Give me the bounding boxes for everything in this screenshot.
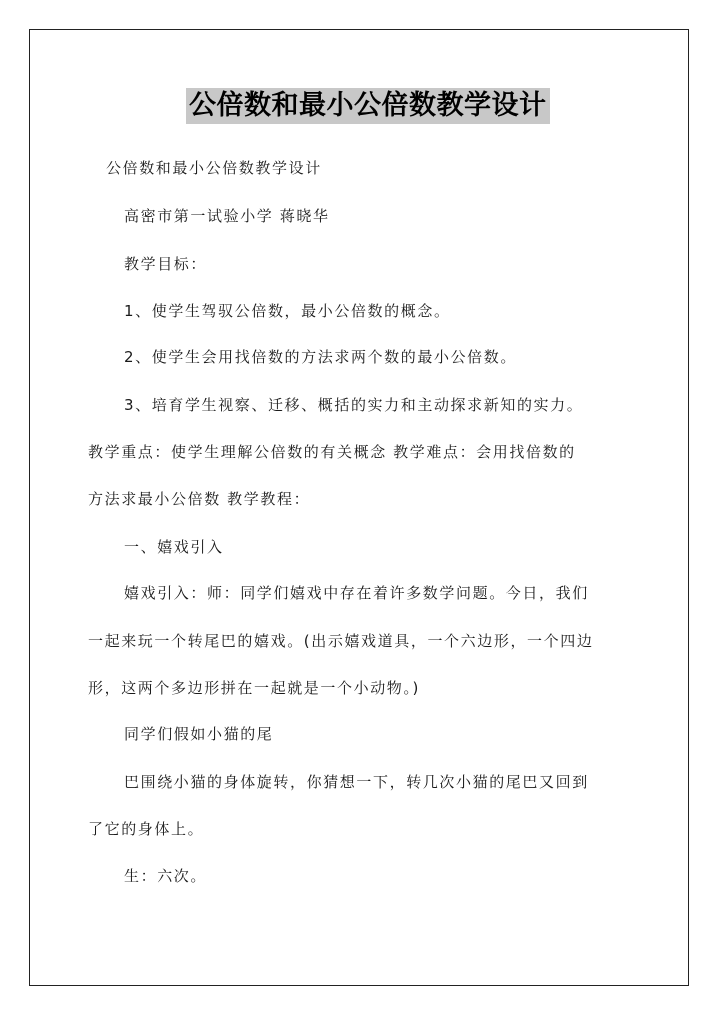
paragraph-line: 嬉戏引入：师：同学们嬉戏中存在着许多数学问题。今日，我们	[124, 584, 589, 602]
paragraph-line: 形，这两个多边形拼在一起就是一个小动物。)	[88, 679, 420, 697]
document-title: 公倍数和最小公倍数教学设计	[186, 88, 550, 124]
objective-3: 3、培育学生视察、迁移、概括的实力和主动探求新知的实力。	[124, 396, 584, 414]
objective-1: 1、使学生驾驭公倍数，最小公倍数的概念。	[124, 302, 451, 320]
paragraph-line: 一起来玩一个转尾巴的嬉戏。(出示嬉戏道具，一个六边形，一个四边	[88, 632, 594, 650]
objectives-heading: 教学目标：	[124, 255, 208, 273]
objective-2: 2、使学生会用找倍数的方法求两个数的最小公倍数。	[124, 348, 517, 366]
paragraph-line: 巴围绕小猫的身体旋转，你猜想一下，转几次小猫的尾巴又回到	[124, 773, 589, 791]
section-heading-game: 一、嬉戏引入	[124, 538, 224, 556]
subtitle-line: 公倍数和最小公倍数教学设计	[106, 159, 322, 177]
paragraph-line: 同学们假如小猫的尾	[124, 725, 274, 743]
author-line: 高密市第一试验小学 蒋晓华	[124, 207, 330, 225]
student-answer-line: 生：六次。	[124, 867, 208, 885]
paragraph-line: 了它的身体上。	[88, 820, 205, 838]
key-points-line-cont: 方法求最小公倍数 教学教程：	[88, 490, 311, 508]
key-points-line: 教学重点：使学生理解公倍数的有关概念 教学难点：会用找倍数的	[88, 443, 576, 461]
